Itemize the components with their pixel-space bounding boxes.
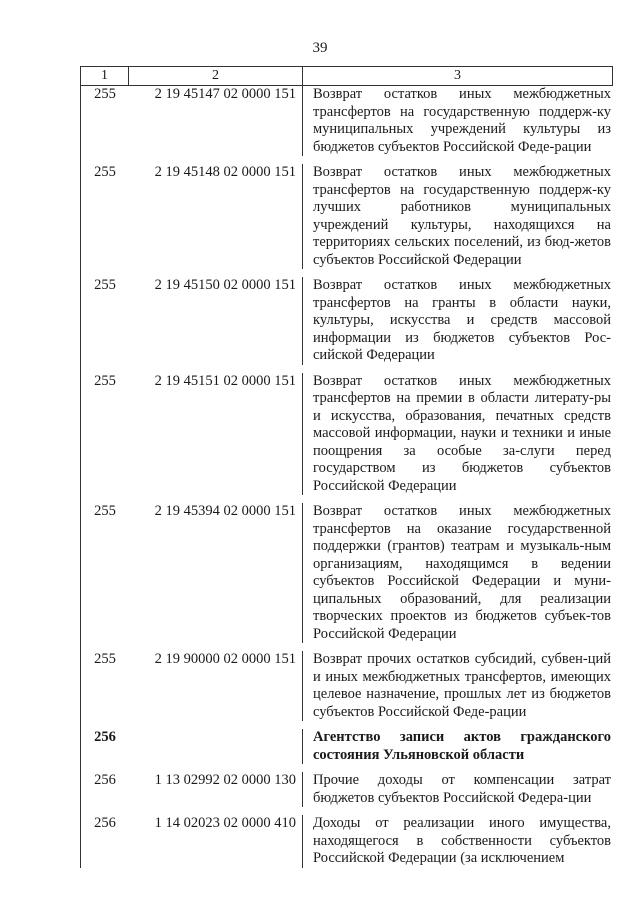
table-header-row (80, 66, 613, 86)
description-cell: Возврат остатков иных межбюджетных трансфертов на государственную поддерж-ку лучших работников муниципальных учреждений культуры, находящихся на территориях сельских поселений, из бюд-жетов субъектов Российской Федерации (313, 164, 611, 268)
description-cell: Возврат прочих остатков субсидий, субвен-ций и иных межбюджетных трансфертов, имеющих целевое назначение, прошлых лет из бюджетов субъектов Российской Феде-рации (313, 651, 611, 720)
description-cell: Доходы от реализации иного имущества, находящегося в собственности субъектов Российской Федерации (за исключением (313, 815, 611, 866)
description-cell: Возврат остатков иных межбюджетных трансфертов на государственную поддерж-ку муниципальных учреждений культуры из бюджетов субъектов Российской Феде-рации (313, 86, 611, 155)
table-row (81, 651, 613, 721)
header-col-1: 1 (81, 67, 129, 85)
budget-code-cell: 2 19 45151 02 0000 151 (129, 373, 303, 496)
description-cell: Возврат остатков иных межбюджетных трансфертов на премии в области литерату-ры и искусства, образования, печатных средств массовой информации, науки и техники и иные поощрения за особые за-слуги перед государством из бюджетов субъектов Российской Федерации (313, 372, 611, 494)
header-col-3: 3 (454, 68, 461, 83)
budget-code-cell: 2 19 90000 02 0000 151 (129, 651, 303, 721)
description-cell: Возврат остатков иных межбюджетных трансфертов на оказание государственной поддержки (грантов) театрам и музыкаль-ным организациям, находящимся в ведении субъектов Российской Федерации и муни-ципальных образований, для реализации творческих проектов из бюджетов субъек-тов Российской Федерации (313, 503, 611, 642)
budget-code-cell: 1 14 02023 02 0000 410 (129, 815, 303, 868)
section-heading-row (81, 729, 613, 764)
admin-code-cell: 256 (94, 729, 116, 745)
description-cell: Прочие доходы от компенсации затрат бюджетов субъектов Российской Федера-ции (313, 772, 611, 806)
budget-code-cell (129, 729, 303, 764)
budget-code-cell: 2 19 45150 02 0000 151 (129, 277, 303, 365)
admin-code-cell: 255 (94, 277, 116, 293)
table-row (81, 815, 613, 868)
table-row (81, 277, 613, 365)
table-row (81, 164, 613, 269)
table-row (81, 503, 613, 643)
agency-name-cell: Агентство записи актов гражданского состояния Ульяновской области (313, 729, 611, 763)
admin-code-cell: 255 (94, 651, 116, 667)
page-number: 39 (312, 40, 328, 56)
table-row (81, 772, 613, 807)
header-col-2: 2 (129, 67, 303, 85)
revenue-code-table (80, 66, 613, 868)
admin-code-cell: 256 (94, 772, 116, 788)
budget-code-cell: 1 13 02992 02 0000 130 (129, 772, 303, 807)
table-body (80, 86, 613, 868)
admin-code-cell: 255 (94, 164, 116, 180)
budget-code-cell: 2 19 45394 02 0000 151 (129, 503, 303, 643)
admin-code-cell: 255 (94, 86, 116, 102)
table-row (81, 373, 613, 496)
admin-code-cell: 255 (94, 503, 116, 519)
admin-code-cell: 255 (94, 372, 116, 389)
description-cell: Возврат остатков иных межбюджетных трансфертов на гранты в области науки, культуры, искусства и средств массовой информации из бюджетов субъектов Рос-сийской Федерации (313, 277, 611, 363)
budget-code-cell: 2 19 45148 02 0000 151 (129, 164, 303, 269)
budget-code-cell: 2 19 45147 02 0000 151 (129, 86, 303, 156)
admin-code-cell: 256 (94, 815, 116, 831)
table-row (81, 86, 613, 156)
